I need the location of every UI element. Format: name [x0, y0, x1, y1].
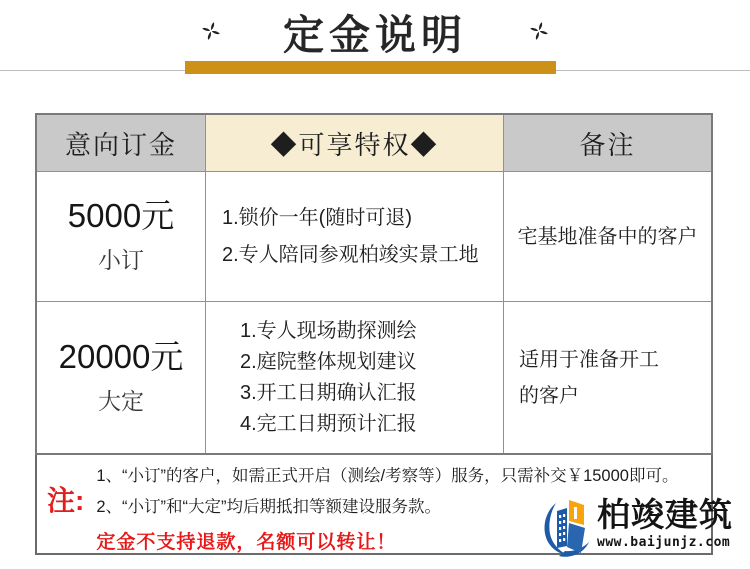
- privilege-item: 4.完工日期预计汇报: [240, 412, 417, 435]
- privilege-item: 1.专人现场勘探测绘: [240, 319, 417, 342]
- privilege-item: 3.开工日期确认汇报: [240, 381, 417, 404]
- column-header-label: ◆可享特权◆: [270, 129, 439, 160]
- remark-cell-small: [504, 172, 711, 302]
- title-underline-bar: [185, 61, 556, 74]
- four-petal-ornament-icon: [201, 19, 221, 43]
- privileges-cell-large: [206, 302, 504, 453]
- deposit-cell-large: [37, 302, 206, 453]
- deposit-type: 小订: [98, 246, 144, 273]
- page-header: [0, 2, 750, 60]
- logo-company-name: 柏竣建筑: [597, 496, 733, 533]
- deposit-type: 大定: [98, 387, 144, 414]
- note-item: 2、“小订”和“大定”均后期抵扣等额建设服务款。: [96, 498, 441, 516]
- privilege-item: 2.专人陪同参观柏竣实景工地: [222, 243, 479, 266]
- deposit-cell-small: [37, 172, 206, 302]
- logo-website: www.baijunjz.com: [597, 534, 731, 550]
- deposit-amount: 20000元: [58, 338, 184, 376]
- column-header-privileges: [206, 115, 504, 172]
- privileges-cell-small: [206, 172, 504, 302]
- column-header-label: 意向订金: [64, 129, 177, 160]
- privilege-item: 2.庭院整体规划建议: [240, 350, 417, 373]
- note-label: 注:: [47, 485, 85, 516]
- company-logo: [541, 496, 733, 558]
- logo-text: [597, 496, 733, 550]
- remark-cell-large: [504, 302, 711, 453]
- page-title: 定金说明: [283, 11, 467, 58]
- deposit-table: [35, 113, 713, 455]
- column-header-label: 备注: [579, 129, 636, 160]
- column-header-deposit: [37, 115, 206, 172]
- note-item: 1、“小订”的客户，如需正式开启（测绘/考察等）服务，只需补交￥15000即可。: [96, 467, 679, 485]
- refund-warning: 定金不支持退款，名额可以转让！: [96, 532, 397, 553]
- column-header-remark: [504, 115, 711, 172]
- privilege-item: 1.锁价一年(随时可退): [222, 206, 412, 229]
- remark-line: 的客户: [519, 384, 579, 407]
- remark-line: 宅基地准备中的客户: [517, 225, 698, 248]
- deposit-amount: 5000元: [67, 197, 175, 235]
- four-petal-ornament-icon: [529, 19, 549, 43]
- logo-building-icon: [541, 496, 593, 558]
- remark-line: 适用于准备开工: [519, 348, 659, 371]
